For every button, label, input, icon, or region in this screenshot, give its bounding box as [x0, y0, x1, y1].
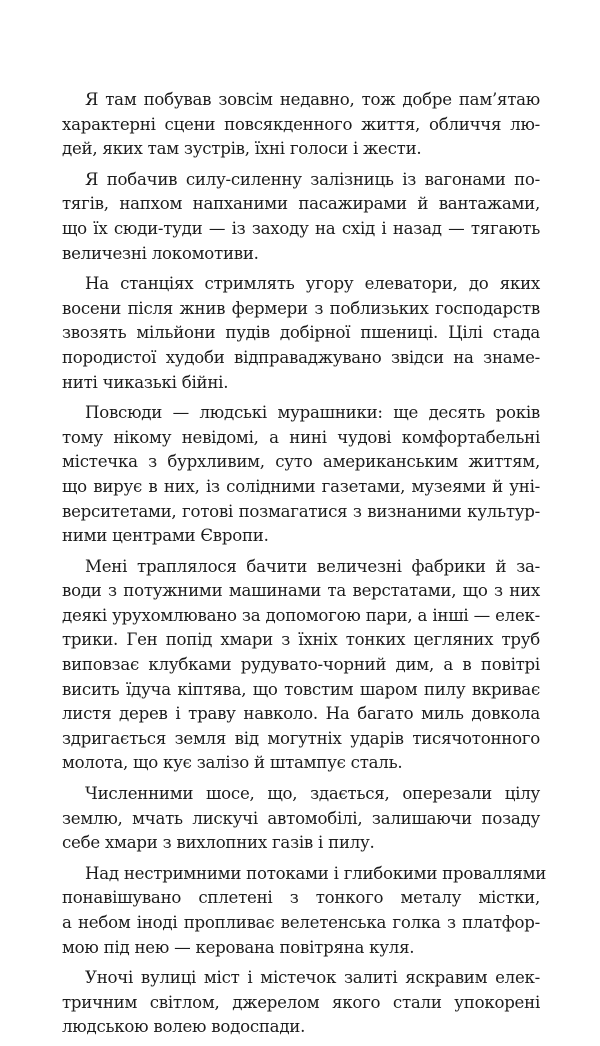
- paragraph: [62, 168, 540, 266]
- text-line: ними центрами Європи.: [62, 526, 269, 546]
- text-line: містечка з бурхливим, суто американським життям,: [62, 452, 540, 472]
- text-line: землю, мчать лискучі автомобілі, залишаючи позаду: [62, 808, 540, 828]
- text-line: Над нестримними потоками і глибокими проваллями: [85, 863, 547, 883]
- text-line: ниті чиказькі бійні.: [62, 372, 229, 392]
- text-line: Численними шосе, що, здається, оперезали цілу: [85, 784, 540, 804]
- text-line: виповзає клубками рудувато-чорний дим, а в повітрі: [62, 655, 540, 675]
- text-line: величезні локомотиви.: [62, 243, 259, 263]
- text-line: понавішувано сплетені з тонкого металу містки,: [62, 888, 540, 908]
- text-line: води з потужними машинами та верстатами, що з них: [62, 581, 540, 601]
- text-line: тягів, напхом напханими пасажирами й вантажами,: [62, 194, 540, 214]
- text-line: деякі урухомлювано за допомогою пари, а інші — елек-: [62, 605, 540, 625]
- text-line: мою під нею — керована повітряна куля.: [62, 937, 415, 957]
- text-line: дей, яких там зустрів, їхні голоси і жести.: [62, 139, 422, 159]
- text-line: восени після жнив фермери з поблизьких господарств: [62, 298, 540, 318]
- text-line: молота, що кує залізо й штампує сталь.: [62, 753, 403, 773]
- text-line: верситетами, готові позмагатися з визнаними культур-: [62, 501, 540, 521]
- text-line: Повсюди — людські мурашники: ще десять років: [85, 403, 540, 423]
- text-line: листя дерев і траву навколо. На багато миль довкола: [62, 704, 540, 724]
- paragraph: [62, 401, 540, 549]
- text-line: Уночі вулиці міст і містечок залиті яскравим елек-: [85, 968, 540, 988]
- text-line: Я там побував зовсім недавно, тож добре пам’ятаю: [85, 90, 540, 109]
- text-line: що вирує в них, із солідними газетами, музеями й уні-: [62, 476, 540, 496]
- text-line: звозять мільйони пудів добірної пшениці. Цілі стада: [62, 323, 540, 343]
- text-line: Я побачив силу-силенну залізниць із вагонами по-: [85, 169, 540, 189]
- text-line: а небом іноді пропливає велетенська голка з платфор-: [62, 913, 540, 932]
- text-line: На станціях стримлять угору елеватори, до яких: [85, 274, 540, 294]
- text-line: що їх сюди-туди — із заходу на схід і назад — тягають: [62, 218, 540, 238]
- paragraph: [62, 88, 540, 162]
- text-line: Мені траплялося бачити величезні фабрики й за-: [85, 556, 540, 576]
- text-line: висить їдуча кіптява, що товстим шаром пилу вкриває: [62, 679, 540, 699]
- paragraph: [62, 966, 540, 1040]
- text-line: тому нікому невідомі, а нині чудові комфортабельні: [62, 427, 540, 447]
- paragraph: [62, 862, 547, 960]
- paragraph: [62, 272, 540, 395]
- text-line: людською волею водоспади.: [62, 1017, 306, 1037]
- paragraph: [62, 782, 540, 856]
- text-line: породистої худоби відправаджувано звідси на знаме-: [62, 347, 540, 367]
- text-line: себе хмари з вихлопних газів і пилу.: [62, 833, 375, 853]
- text-line: трики. Ген попід хмари з їхніх тонких цегляних труб: [62, 630, 540, 650]
- text-line: характерні сцени повсякденного життя, обличчя лю-: [62, 114, 540, 134]
- book-page-text: [62, 88, 547, 1046]
- text-line: тричним світлом, джерелом якого стали упокорені: [62, 992, 540, 1012]
- paragraph: [62, 555, 540, 776]
- text-line: здригається земля від могутніх ударів тисячотонного: [62, 728, 540, 748]
